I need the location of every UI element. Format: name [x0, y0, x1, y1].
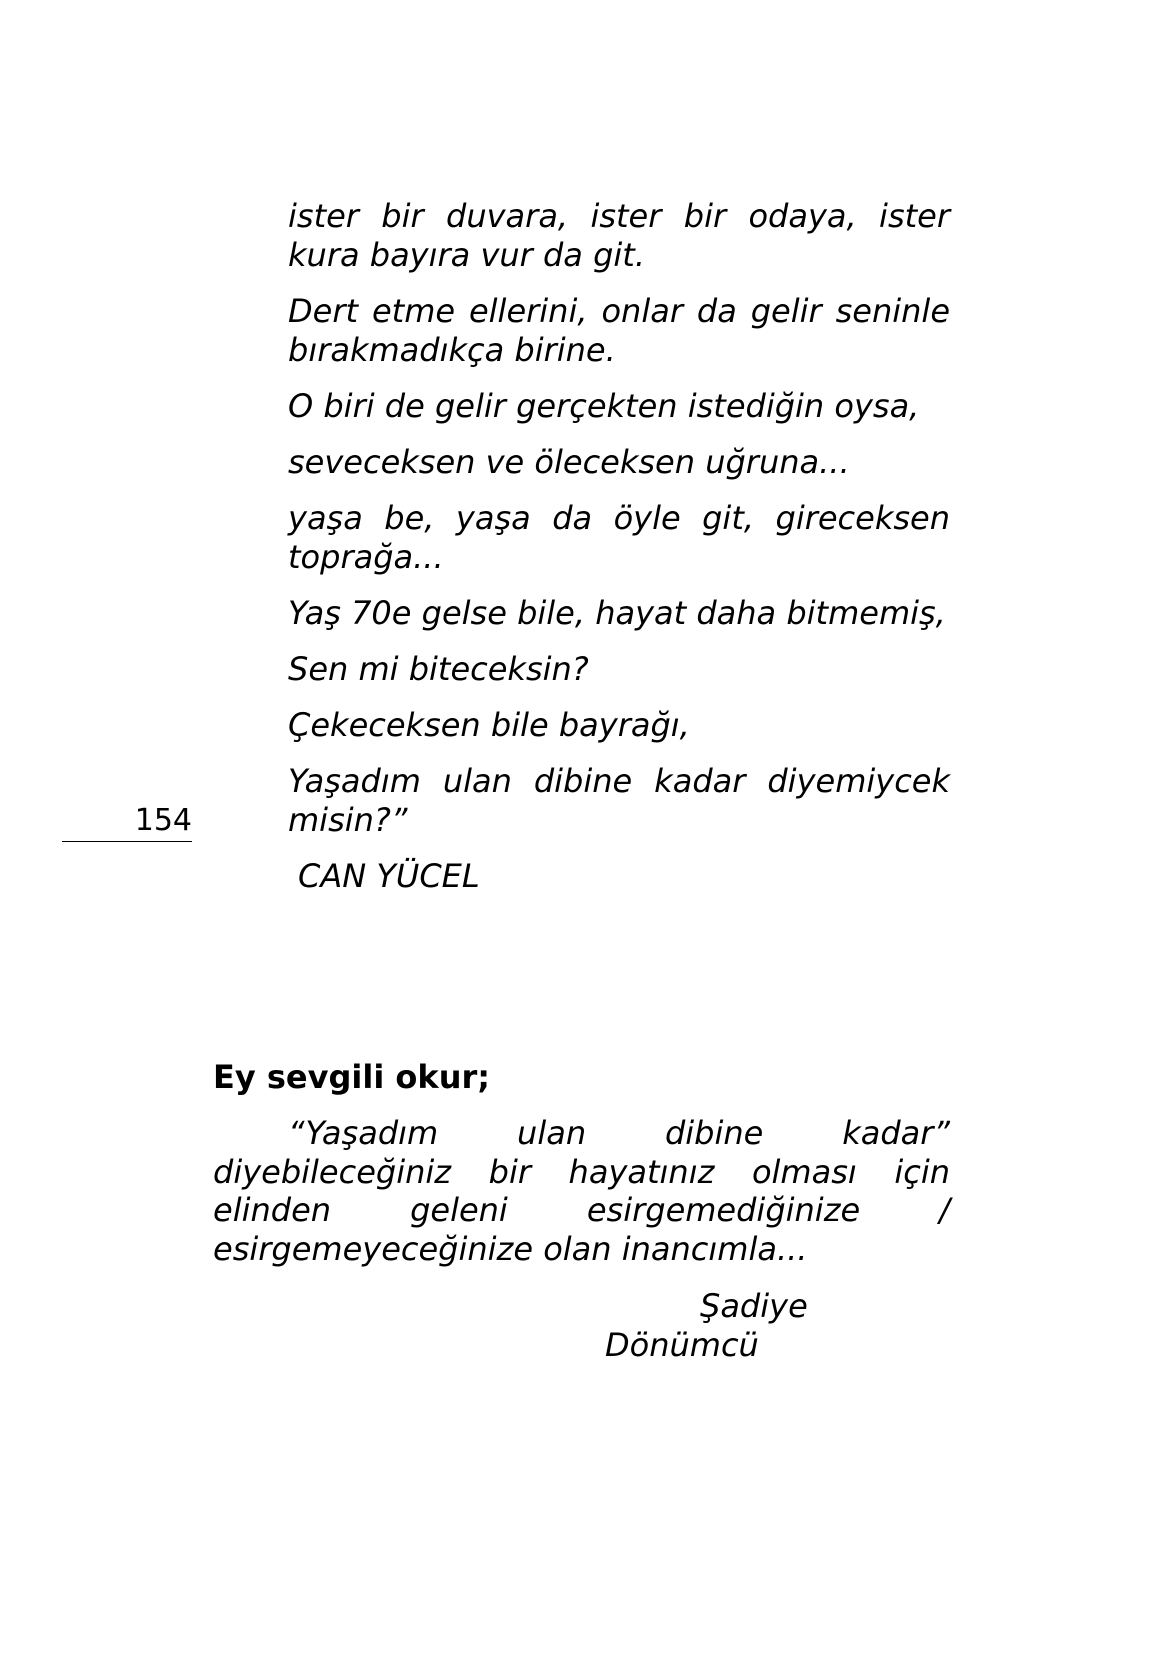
poem-stanza-9: Yaşadım ulan dibine kadar diyemiycek misin?” — [288, 762, 950, 839]
poem-author: CAN YÜCEL — [298, 857, 480, 895]
poem-stanza-3: O biri de gelir gerçekten istediğin oysa, — [288, 387, 920, 425]
poem-stanza-7: Sen mi biteceksin? — [288, 650, 589, 688]
poem-stanza-4: seveceksen ve öleceksen uğruna... — [288, 443, 850, 481]
poem-stanza-2: Dert etme ellerini, onlar da gelir seninle bırakmadıkça birine. — [288, 292, 950, 369]
signature-first-name: Şadiye — [700, 1287, 808, 1325]
poem-stanza-6: Yaş 70e gelse bile, hayat daha bitmemiş, — [288, 594, 946, 632]
closing-message: “Yaşadım ulan dibine kadar” diyebileceğiniz bir hayatınız olması için elinden geleni esirgemediğinize / esirgemeyeceğinize olan inancımla... — [213, 1114, 950, 1268]
poem-stanza-1: ister bir duvara, ister bir odaya, ister kura bayıra vur da git. — [288, 197, 950, 274]
page-number: 154 — [62, 802, 192, 842]
poem-stanza-8: Çekeceksen bile bayrağı, — [288, 706, 690, 744]
poem-stanza-5: yaşa be, yaşa da öyle git, gireceksen toprağa... — [288, 499, 950, 576]
signature-last-name: Dönümcü — [605, 1326, 759, 1364]
greeting-heading: Ey sevgili okur; — [213, 1058, 491, 1096]
poem-block — [288, 197, 950, 896]
